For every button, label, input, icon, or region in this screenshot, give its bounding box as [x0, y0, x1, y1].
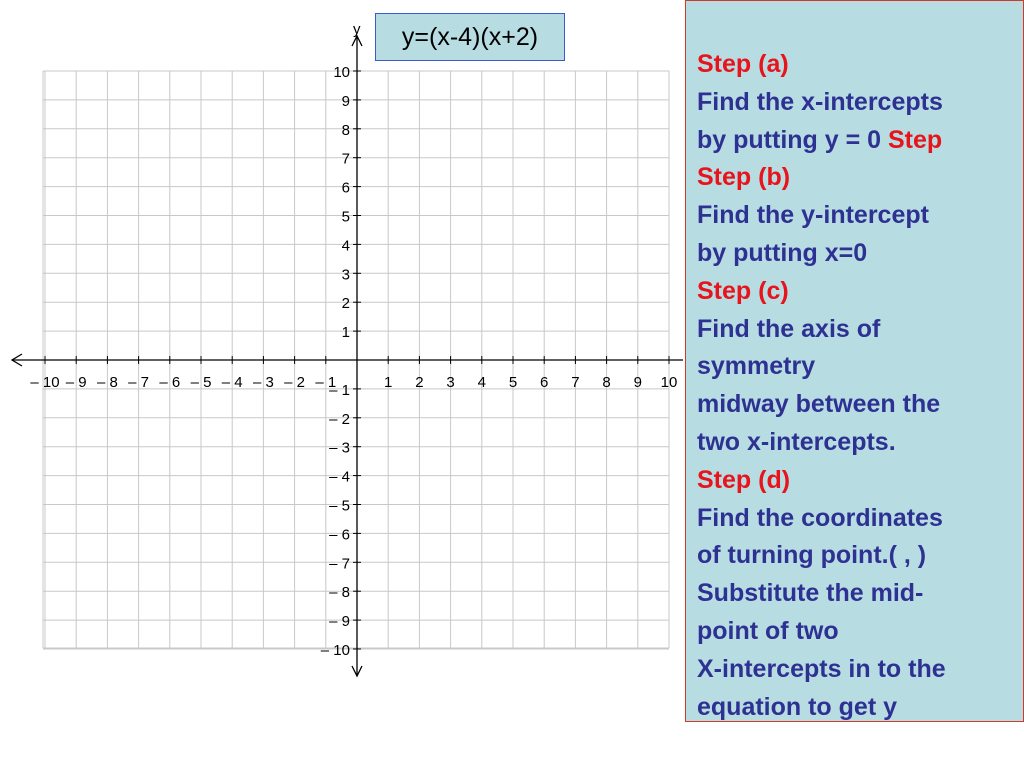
step-c-line2: symmetry — [697, 352, 816, 381]
y-tick-label: – 9 — [329, 613, 350, 631]
x-tick-label: 2 — [415, 374, 424, 391]
equation-text: y=(x-4)(x+2) — [401, 22, 539, 51]
y-tick-label: – 1 — [329, 381, 350, 399]
step-b-line1: Find the y-intercept — [697, 201, 929, 230]
step-a-line2-red: Step — [888, 125, 943, 154]
x-tick-label: – 10 — [30, 374, 60, 391]
y-tick-label: – 5 — [329, 497, 350, 515]
y-tick-label: 9 — [341, 92, 350, 110]
step-d-line6: equation to get y — [697, 692, 897, 721]
step-b-line2: by putting x=0 — [697, 238, 868, 267]
x-tick-label: 7 — [571, 374, 580, 391]
x-tick-label: – 7 — [128, 374, 150, 391]
y-tick-label: 5 — [341, 208, 350, 226]
step-a-line1: Find the x-intercepts — [697, 87, 943, 116]
x-tick-label: – 3 — [252, 374, 274, 391]
y-tick-labels — [321, 64, 350, 659]
step-c-line4: two x-intercepts. — [697, 427, 896, 456]
x-tick-label: – 8 — [96, 374, 118, 391]
y-tick-label: 2 — [341, 295, 350, 313]
x-tick-label: – 6 — [159, 374, 181, 391]
y-tick-label: 8 — [341, 121, 350, 139]
x-tick-label: 4 — [477, 374, 486, 391]
step-c-line1: Find the axis of — [697, 314, 881, 343]
step-c-title: Step (c) — [697, 276, 789, 305]
y-tick-label: – 4 — [329, 468, 350, 486]
x-tick-label: 9 — [633, 374, 642, 391]
x-tick-label: – 5 — [190, 374, 212, 391]
x-tick-label: 5 — [508, 374, 518, 391]
y-tick-label: – 10 — [320, 642, 350, 659]
y-tick-label: – 8 — [329, 584, 350, 602]
step-d-line3: Substitute the mid- — [697, 579, 924, 608]
y-tick-label: 4 — [341, 237, 350, 255]
y-tick-label: – 7 — [329, 555, 350, 573]
x-tick-label: 10 — [660, 374, 678, 391]
steps-panel — [685, 0, 1024, 722]
y-tick-label: 3 — [341, 266, 350, 284]
y-axis-label: y — [353, 21, 361, 38]
step-d-title: Step (d) — [697, 465, 791, 494]
x-tick-label: – 1 — [315, 374, 337, 391]
step-d-line5: X-intercepts in to the — [697, 654, 946, 683]
x-tick-label: 1 — [384, 374, 393, 391]
x-tick-label: 3 — [446, 374, 455, 391]
x-tick-label: 8 — [602, 374, 611, 391]
x-tick-label: – 4 — [221, 374, 243, 391]
step-d-line1: Find the coordinates — [697, 503, 943, 532]
step-a-title: Step (a) — [697, 50, 789, 78]
y-tick-label: 10 — [333, 64, 350, 81]
y-tick-label: 6 — [341, 179, 350, 197]
step-b-title: Step (b) — [697, 163, 791, 192]
y-tick-label: – 3 — [329, 439, 350, 457]
y-tick-label: – 6 — [329, 526, 350, 544]
equation-label — [375, 13, 565, 61]
step-a-line2 — [697, 122, 1023, 160]
y-tick-label: 7 — [341, 150, 350, 168]
x-tick-label: 6 — [540, 374, 549, 391]
x-tick-label: – 2 — [284, 374, 306, 391]
step-d-line2: of turning point.( , ) — [697, 541, 927, 570]
y-tick-label: 1 — [341, 324, 350, 342]
x-tick-label: – 9 — [65, 374, 87, 391]
y-tick-label: – 2 — [329, 410, 350, 428]
step-d-line4: point of two — [697, 616, 839, 645]
step-a-line2-text: by putting y = 0 — [697, 125, 888, 154]
step-c-line3: midway between the — [697, 390, 941, 419]
